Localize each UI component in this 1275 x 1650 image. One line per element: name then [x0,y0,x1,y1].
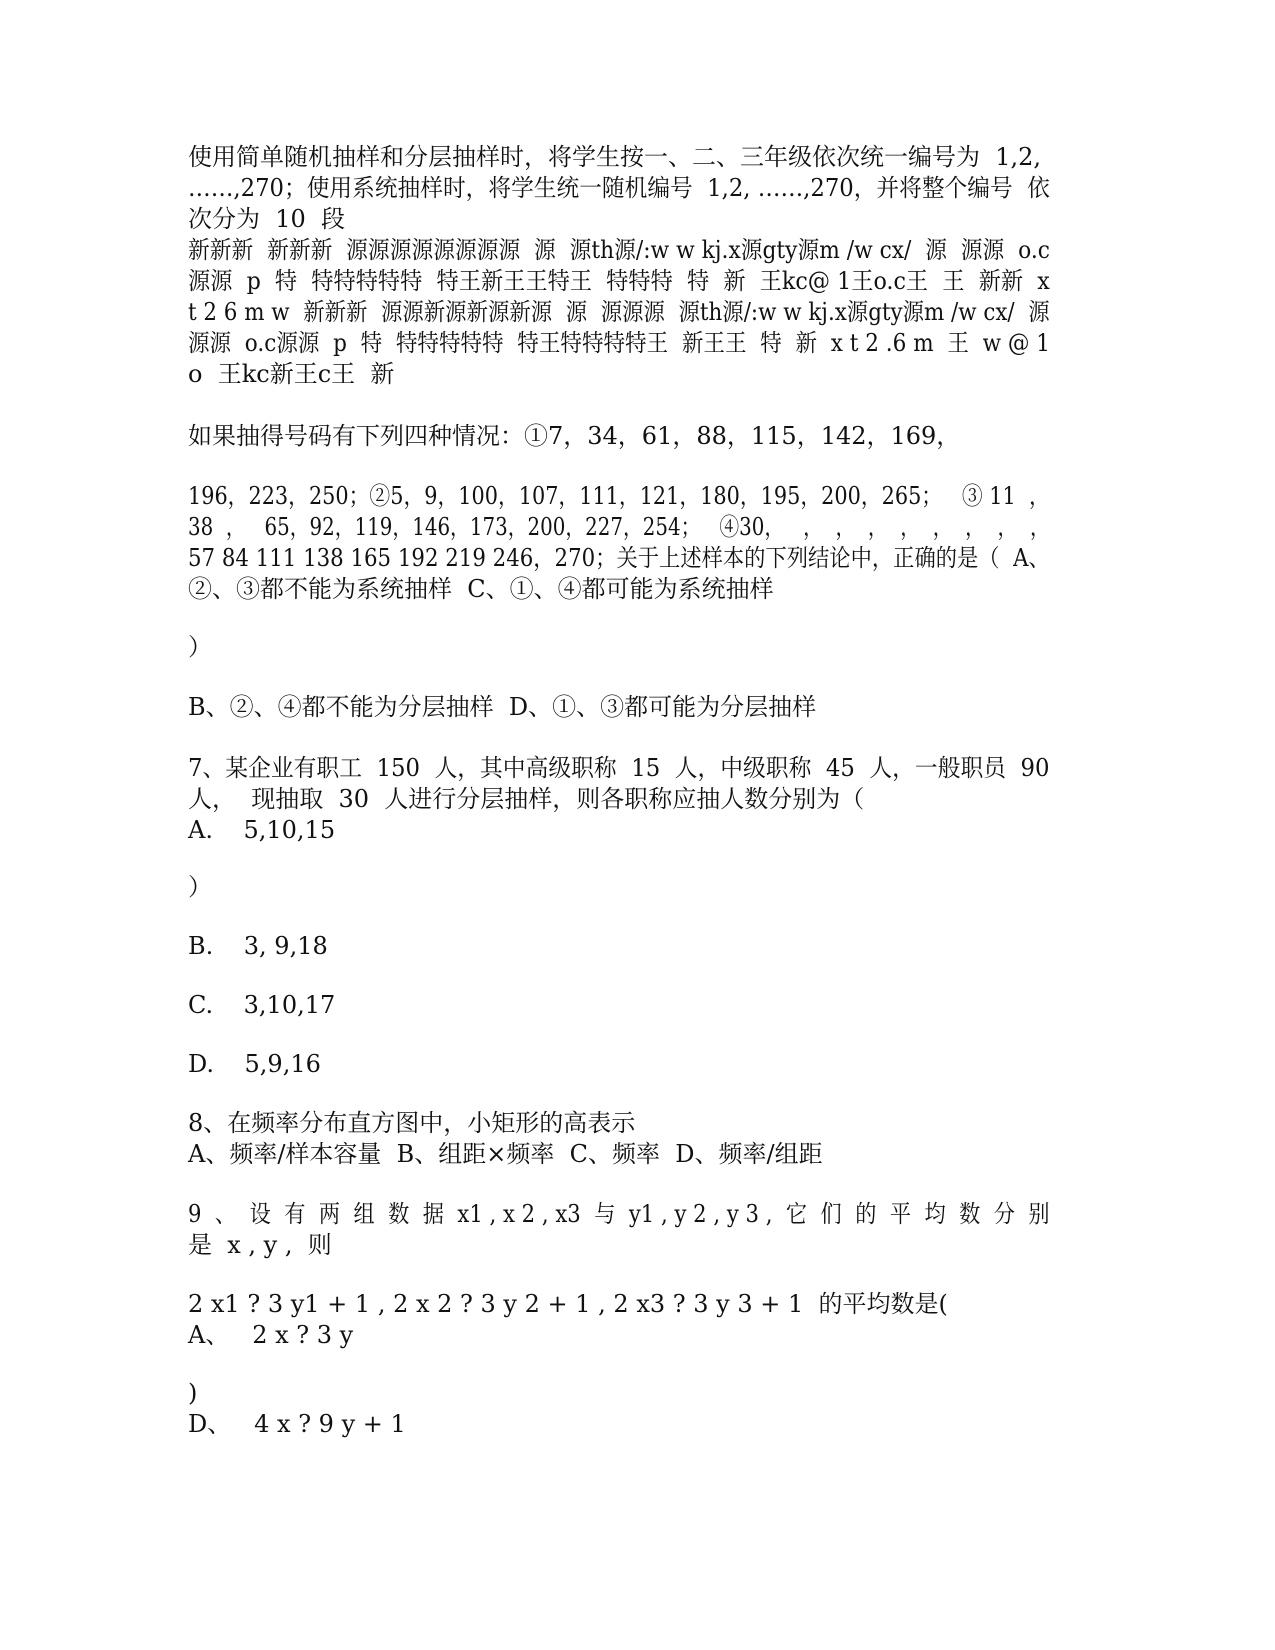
option-c: C. 3,10,17 [188,991,336,1019]
question-6-options: ②、③都不能为系统抽样 C、①、④都可能为系统抽样 [188,575,774,603]
question-9-text: 9 、 设 有 两 组 数 据 x1 , x 2 , x3 与 y1 , y 2 , y 3 , 它 们 的 平 均 数 分 别 [188,1200,1050,1228]
option-b: B. 3, 9,18 [188,932,328,960]
question-6-options: B、②、④都不能为分层抽样 D、①、③都可能为分层抽样 [188,693,817,721]
closing-paren: ） [188,633,212,661]
text-line: ……,270；使用系统抽样时，将学生统一随机编号 1,2, ……,270，并将整个编号 依 [188,174,1050,202]
text-line: 源源 p 特 特特特特特 特王新王王特王 特特特 特 新 王kc@ 1王o.c王 王 新新 x [188,267,1050,295]
text-line: 源源 o.c源源 p 特 特特特特特 特王特特特特王 新王王 特 新 x t 2 .6 m 王 w @ 1 [188,329,1050,357]
text-line: 新新新 新新新 源源源源源源源源 源 源th源/:w w kj.x源gty源m /w cx/ 源 源源 o.c [188,236,1050,264]
question-6-text: 196，223，250；②5，9，100，107，111，121，180，195，200，265； ③ 11 ， [188,482,1050,510]
closing-paren: ） [188,873,212,901]
text-line: o 王kc新王c王 新 [188,360,395,388]
option-a: A、 2 x ? 3 y [188,1321,354,1349]
closing-paren: ) [188,1379,198,1407]
question-8-text: 8、在频率分布直方图中，小矩形的高表示 [188,1109,636,1137]
question-8-options: A、频率/样本容量 B、组距×频率 C、频率 D、频率/组距 [188,1140,823,1168]
question-6-text: 38 ， 65，92，119，146，173，200，227，254； ④30， ， ， ， ， ， ， ， ， [188,513,1050,541]
question-9-text: 是 x , y , 则 [188,1231,332,1259]
question-6-text: 57 84 111 138 165 192 219 246，270；关于上述样本的下列结论中，正确的是（ A、 [188,544,1050,572]
option-d: D、 4 x ? 9 y + 1 [188,1410,406,1438]
question-7-text: 人， 现抽取 30 人进行分层抽样，则各职称应抽人数分别为（ [188,785,865,813]
option-d: D. 5,9,16 [188,1050,321,1078]
text-line: 使用简单随机抽样和分层抽样时，将学生按一、二、三年级依次统一编号为 1,2, [188,143,1042,171]
question-6-text: 如果抽得号码有下列四种情况：①7，34，61，88，115，142，169， [188,422,961,450]
text-line: t 2 6 m w 新新新 源源新源新源新源 源 源源源 源th源/:w w kj.x源gty源m /w cx/ 源 [188,298,1050,326]
question-7-text: 7、某企业有职工 150 人，其中高级职称 15 人，中级职称 45 人，一般职员 90 [188,754,1050,782]
text-line: 次分为 10 段 [188,205,346,233]
question-9-formula: 2 x1 ? 3 y1 + 1 , 2 x 2 ? 3 y 2 + 1 , 2 x3 ? 3 y 3 + 1 的平均数是( [188,1290,948,1318]
option-a: A. 5,10,15 [188,816,336,844]
